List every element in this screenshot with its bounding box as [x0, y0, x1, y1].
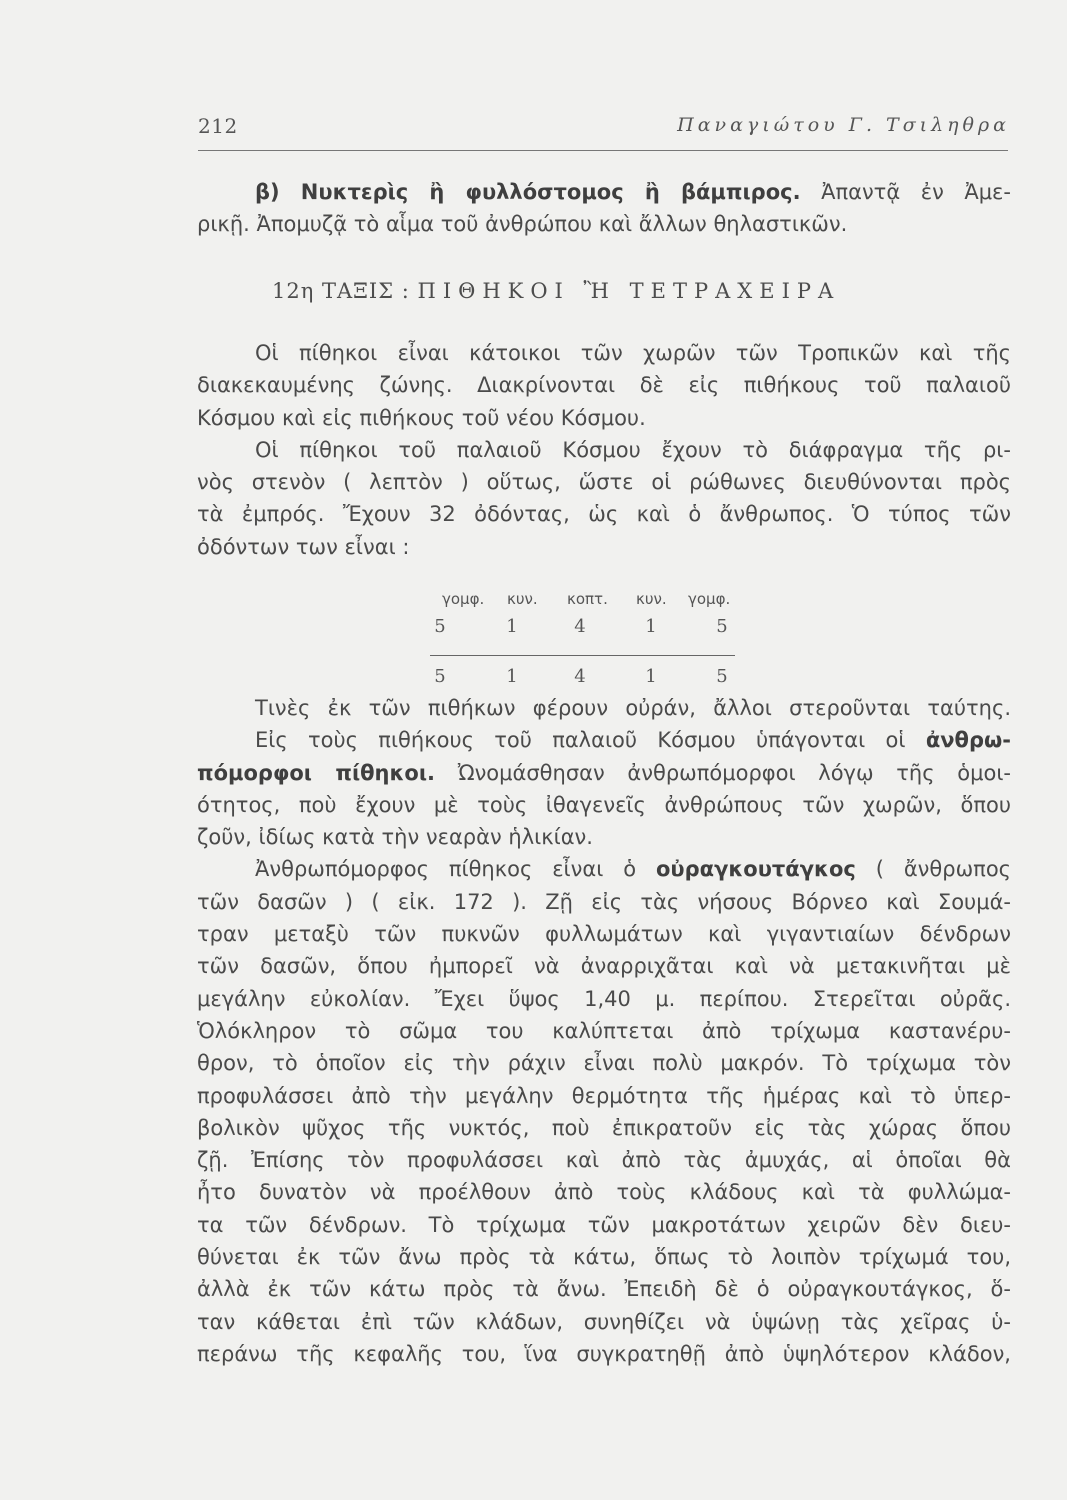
intro-paragraph: [197, 337, 1011, 563]
upper-count: 4: [574, 616, 586, 637]
lower-count: 5: [434, 666, 446, 687]
section-title: ΠΙΘΗΚΟΙ Ἢ ΤΕΤΡΑΧΕΙΡΑ: [417, 279, 841, 303]
upper-count: 5: [716, 616, 728, 637]
text-line: Κόσμου καὶ εἰς πιθήκους τοῦ νέου Κόσμου.: [197, 405, 646, 430]
header-rule: [198, 150, 1008, 151]
line-text: ( ἄνθρωπος: [855, 857, 1011, 882]
bold-term: πόμορφοι πίθηκοι.: [197, 760, 436, 785]
main-text: [197, 692, 1011, 1370]
text-line: νὸς στενὸν ( λεπτὸν ) οὕτως, ὥστε οἱ ρώθωνες διευθύνονται πρὸς: [197, 470, 1011, 495]
formula-label: κοπτ.: [567, 590, 608, 608]
formula-label: κυν.: [507, 590, 538, 608]
text-line: περάνω τῆς κεφαλῆς του, ἵνα συγκρατηθῇ ἀπὸ ὑψηλότερον κλάδον,: [197, 1341, 1011, 1366]
text-line: τραν μεταξὺ τῶν πυκνῶν φυλλωμάτων καὶ γιγαντιαίων δένδρων: [197, 922, 1011, 947]
text-line: [197, 724, 1011, 756]
text-line: Ὁλόκληρον τὸ σῶμα του καλύπτεται ἀπὸ τρίχωμα καστανέρυ-: [197, 1018, 1011, 1043]
line-text: Ἀνθρωπόμορφος πίθηκος εἶναι ὁ: [255, 857, 656, 882]
bold-term: β) Νυκτερὶς ἢ φυλλόστομος ἢ βάμπιρος.: [255, 180, 801, 204]
text-line: [197, 176, 1011, 208]
text-line: [197, 853, 1011, 885]
line-text: Ὠνομάσθησαν ἀνθρωπόμορφοι λόγῳ τῆς ὁμοι-: [435, 760, 1011, 785]
line-text: Ἀπαντᾷ ἐν Ἀμε-: [800, 180, 1011, 204]
text-line: ὀδόντων των εἶναι :: [197, 534, 410, 559]
text-line: θύνεται ἐκ τῶν ἄνω πρὸς τὰ κάτω, ὅπως τὸ λοιπὸν τρίχωμά του,: [197, 1245, 1011, 1270]
lower-count: 4: [574, 666, 586, 687]
formula-lower: [430, 666, 740, 690]
formula-rule: [430, 655, 735, 656]
text-line: διακεκαυμένης ζώνης. Διακρίνονται δὲ εἰς πιθήκους τοῦ παλαιοῦ: [197, 373, 1011, 398]
text-line: τῶν δασῶν, ὅπου ἠμπορεῖ νὰ ἀναρριχᾶται καὶ νὰ μετακινῆται μὲ: [197, 954, 1011, 979]
line-text: Εἰς τοὺς πιθήκους τοῦ παλαιοῦ Κόσμου ὑπάγονται οἱ: [255, 728, 926, 753]
lower-count: 1: [506, 666, 518, 687]
bat-paragraph: [197, 176, 1011, 241]
text-line: θρον, τὸ ὁποῖον εἰς τὴν ράχιν εἶναι πολὺ μακρόν. Τὸ τρίχωμα τὸν: [197, 1051, 1011, 1076]
text-line: Οἱ πίθηκοι τοῦ παλαιοῦ Κόσμου ἔχουν τὸ διάφραγμα τῆς ρι-: [255, 437, 1011, 462]
upper-count: 1: [506, 616, 518, 637]
page-number: 212: [198, 114, 238, 138]
upper-count: 5: [434, 616, 446, 637]
lower-count: 5: [716, 666, 728, 687]
formula-upper: [430, 616, 740, 640]
page-header: [198, 114, 1010, 144]
formula-label: κυν.: [636, 590, 667, 608]
running-head: Παναγιώτου Γ. Τσιληθρα: [677, 114, 1010, 136]
section-number: 12η ΤΑΞΙΣ :: [272, 279, 410, 303]
bold-term: οὐραγκουτάγκος: [656, 857, 856, 882]
formula-labels: [430, 590, 740, 614]
formula-label: γομφ.: [442, 590, 485, 608]
formula-label: γομφ.: [688, 590, 731, 608]
text-line: βολικὸν ψῦχος τῆς νυκτός, ποὺ ἐπικρατοῦν εἰς τὰς χώρας ὅπου: [197, 1115, 1011, 1140]
text-line: προφυλάσσει ἀπὸ τὴν μεγάλην θερμότητα τῆς ἡμέρας καὶ τὸ ὑπερ-: [197, 1083, 1011, 1108]
text-line: Οἱ πίθηκοι εἶναι κάτοικοι τῶν χωρῶν τῶν Τροπικῶν καὶ τῆς: [255, 341, 1011, 365]
bold-term: ἀνθρω-: [925, 728, 1011, 753]
text-line: Τινὲς ἐκ τῶν πιθήκων φέρουν οὐράν, ἄλλοι στεροῦνται ταύτης.: [255, 696, 1011, 720]
section-heading: [272, 279, 840, 303]
text-line: [197, 757, 1011, 789]
text-line: ρικῇ. Ἀπομυζᾷ τὸ αἷμα τοῦ ἀνθρώπου καὶ ἄλλων θηλαστικῶν.: [197, 212, 848, 237]
text-line: τα τῶν δένδρων. Τὸ τρίχωμα τῶν μακροτάτων χειρῶν δὲν διευ-: [197, 1212, 1011, 1237]
lower-count: 1: [645, 666, 657, 687]
text-line: ἀλλὰ ἐκ τῶν κάτω πρὸς τὰ ἄνω. Ἐπειδὴ δὲ ὁ οὐραγκουτάγκος, ὅ-: [197, 1277, 1011, 1302]
text-line: μεγάλην εὐκολίαν. Ἔχει ὕψος 1,40 μ. περίπου. Στερεῖται οὐρᾶς.: [197, 986, 1011, 1011]
text-line: ότητος, ποὺ ἔχουν μὲ τοὺς ἰθαγενεῖς ἀνθρώπους τῶν χωρῶν, ὅπου: [197, 792, 1011, 817]
text-line: τῶν δασῶν ) ( εἰκ. 172 ). Ζῇ εἰς τὰς νήσους Βόρνεο καὶ Σουμά-: [197, 889, 1011, 914]
text-line: ταν κάθεται ἐπὶ τῶν κλάδων, συνηθίζει νὰ ὑψώνῃ τὰς χεῖρας ὑ-: [197, 1309, 1011, 1334]
text-line: τὰ ἐμπρός. Ἔχουν 32 ὀδόντας, ὡς καὶ ὁ ἄνθρωπος. Ὁ τύπος τῶν: [197, 502, 1011, 527]
text-line: ζοῦν, ἰδίως κατὰ τὴν νεαρὰν ἡλικίαν.: [197, 825, 593, 850]
text-line: ζῇ. Ἐπίσης τὸν προφυλάσσει καὶ ἀπὸ τὰς ἀμυχάς, αἱ ὁποῖαι θὰ: [197, 1148, 1011, 1173]
text-line: ἦτο δυνατὸν νὰ προέλθουν ἀπὸ τοὺς κλάδους καὶ τὰ φυλλώμα-: [197, 1180, 1011, 1205]
upper-count: 1: [645, 616, 657, 637]
